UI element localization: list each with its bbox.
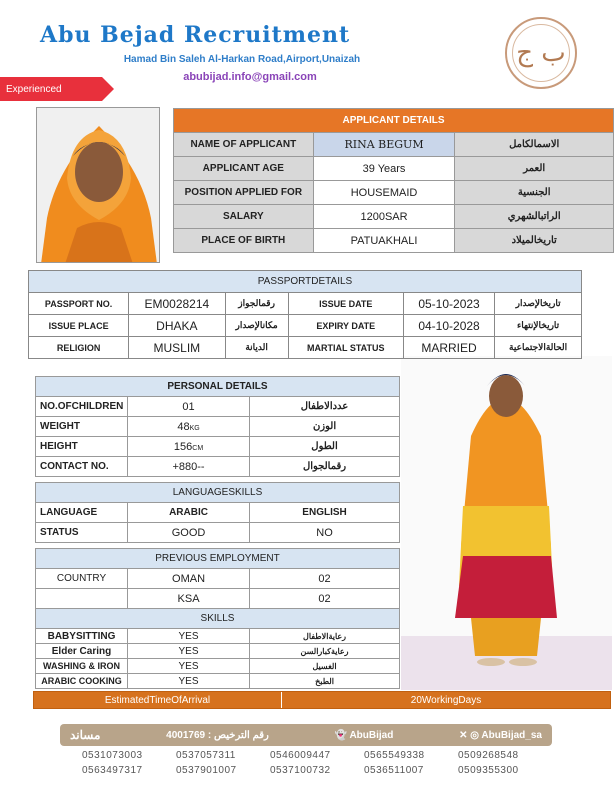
eta-label: EstimatedTimeOfArrival <box>34 692 282 708</box>
table-row <box>36 437 400 457</box>
snapchat-icon: 👻 <box>334 729 350 741</box>
skill-ar: الطبخ <box>250 674 400 689</box>
marital-value: MARRIED <box>403 337 494 359</box>
birthplace-value: PATUAKHALI <box>313 229 455 253</box>
height-cell <box>128 437 250 457</box>
expiry-label: EXPIRY DATE <box>288 315 403 337</box>
name-ar: الاسمالكامل <box>455 133 614 157</box>
company-email[interactable]: abubijad.info@gmail.com <box>183 71 317 83</box>
applicant-portrait <box>36 107 160 263</box>
table-row <box>174 133 614 157</box>
height-ar: الطول <box>250 437 400 457</box>
skill-label: ARABIC COOKING <box>36 674 128 689</box>
logo-emblem-icon: ب ج <box>505 17 577 89</box>
lang2-value: ENGLISH <box>250 503 400 523</box>
musaned-logo: مساند <box>70 728 101 742</box>
contact-ar: رقمالجوال <box>250 457 400 477</box>
weight-unit: KG <box>189 424 200 432</box>
phone-number[interactable]: 0509355300 <box>458 765 519 776</box>
table-row <box>36 503 400 523</box>
table-row <box>36 674 400 689</box>
salary-ar: الراتبالشهري <box>455 205 614 229</box>
children-ar: عددالاطفال <box>250 397 400 417</box>
issue-place-label: ISSUE PLACE <box>29 315 129 337</box>
position-ar: الجنسية <box>455 181 614 205</box>
weight-ar: الوزن <box>250 417 400 437</box>
issue-date-label: ISSUE DATE <box>288 293 403 315</box>
marital-label: MARTIAL STATUS <box>288 337 403 359</box>
employment-heading: PREVIOUS EMPLOYMENT <box>36 549 400 569</box>
skill-ar: الغسيل <box>250 659 400 674</box>
passport-no-label: PASSPORT NO. <box>29 293 129 315</box>
issue-date-value: 05-10-2023 <box>403 293 494 315</box>
passport-heading: PASSPORTDETAILS <box>29 271 582 293</box>
phone-number[interactable]: 0537100732 <box>270 765 331 776</box>
religion-label: RELIGION <box>29 337 129 359</box>
eta-value: 20WorkingDays <box>282 692 610 708</box>
company-title: Abu Bejad Recruitment <box>40 22 351 48</box>
weight-label: WEIGHT <box>36 417 128 437</box>
expiry-ar: تاريخالإنتهاء <box>495 315 582 337</box>
position-label: POSITION APPLIED FOR <box>174 181 314 205</box>
salary-value: 1200SAR <box>313 205 455 229</box>
expiry-value: 04-10-2028 <box>403 315 494 337</box>
person-fullbody-photo-icon <box>401 356 612 690</box>
experienced-ribbon: Experienced <box>0 77 102 101</box>
country-years: 02 <box>250 589 400 609</box>
status2-value: NO <box>250 523 400 543</box>
personal-heading: PERSONAL DETAILS <box>36 377 400 397</box>
skill-ar: رعايةالاطفال <box>250 629 400 644</box>
table-row <box>29 293 582 315</box>
contact-value: +880-- <box>128 457 250 477</box>
issue-date-ar: تاريخالإصدار <box>495 293 582 315</box>
table-row <box>36 417 400 437</box>
age-label: APPLICANT AGE <box>174 157 314 181</box>
skill-label: WASHING & IRON <box>36 659 128 674</box>
personal-details-table <box>35 376 400 689</box>
height-unit: CM <box>192 444 204 452</box>
age-value: 39 Years <box>313 157 455 181</box>
company-address: Hamad Bin Saleh Al-Harkan Road,Airport,Unaizah <box>123 54 361 65</box>
snapchat-link[interactable] <box>335 730 394 741</box>
phone-number[interactable]: 0537057311 <box>176 750 236 761</box>
position-value: HOUSEMAID <box>313 181 455 205</box>
table-row <box>174 157 614 181</box>
table-row <box>29 337 582 359</box>
height-value: 156 <box>173 440 193 453</box>
snapchat-handle: AbuBijad <box>349 729 394 741</box>
license-number: رقم الترخيص : 4001769 <box>166 729 269 741</box>
age-ar: العمر <box>455 157 614 181</box>
table-row <box>36 644 400 659</box>
language-label: LANGUAGE <box>36 503 128 523</box>
table-row <box>36 569 400 589</box>
x-icon: ✕ <box>459 729 471 741</box>
birthplace-label: PLACE OF BIRTH <box>174 229 314 253</box>
religion-value: MUSLIM <box>129 337 225 359</box>
name-label: NAME OF APPLICANT <box>174 133 314 157</box>
weight-cell <box>128 417 250 437</box>
status-label: STATUS <box>36 523 128 543</box>
footer-bar <box>60 724 552 746</box>
table-row <box>36 589 400 609</box>
status1-value: GOOD <box>128 523 250 543</box>
instagram-icon: ◎ <box>470 729 482 741</box>
table-row <box>174 181 614 205</box>
issue-place-value: DHAKA <box>129 315 225 337</box>
passport-no-value: EM0028214 <box>129 293 225 315</box>
country-years: 02 <box>250 569 400 589</box>
table-row <box>174 205 614 229</box>
country-label: COUNTRY <box>36 569 128 589</box>
marital-ar: الحالةالاجتماعية <box>495 337 582 359</box>
skill-value: YES <box>128 674 250 689</box>
table-row <box>29 315 582 337</box>
eta-bar <box>33 691 611 709</box>
children-value: 01 <box>128 397 250 417</box>
table-row <box>36 629 400 644</box>
passport-details-table <box>28 270 582 359</box>
issue-place-ar: مكانالإصدار <box>225 315 288 337</box>
applicant-details-heading: APPLICANT DETAILS <box>174 109 614 133</box>
skill-value: YES <box>128 659 250 674</box>
skill-label: BABYSITTING <box>36 629 128 644</box>
applicant-fullbody-photo <box>401 356 612 690</box>
salary-label: SALARY <box>174 205 314 229</box>
passport-no-ar: رقمالجواز <box>225 293 288 315</box>
phone-number[interactable]: 0536511007 <box>364 765 424 776</box>
religion-ar: الديانة <box>225 337 288 359</box>
table-row <box>36 397 400 417</box>
phone-number[interactable]: 0546009447 <box>270 750 331 761</box>
skill-ar: رعايةكبارالسن <box>250 644 400 659</box>
skill-value: YES <box>128 644 250 659</box>
social-handle: AbuBijad_sa <box>481 729 542 741</box>
weight-value: 48 <box>177 420 190 433</box>
x-instagram-link[interactable] <box>459 730 542 741</box>
birthplace-ar: تاريخالميلاد <box>455 229 614 253</box>
height-label: HEIGHT <box>36 437 128 457</box>
table-row <box>174 229 614 253</box>
phone-number[interactable]: 0563497317 <box>82 765 143 776</box>
phone-number[interactable]: 0531073003 <box>82 750 143 761</box>
person-photo-icon <box>37 108 160 263</box>
table-row <box>36 523 400 543</box>
skill-label: Elder Caring <box>36 644 128 659</box>
skill-value: YES <box>128 629 250 644</box>
name-value: RINA BEGUM <box>313 133 455 157</box>
lang1-value: ARABIC <box>128 503 250 523</box>
contact-label: CONTACT NO. <box>36 457 128 477</box>
skills-heading: SKILLS <box>36 609 400 629</box>
phone-number[interactable]: 0537901007 <box>176 765 237 776</box>
languages-heading: LANGUAGESKILLS <box>36 483 400 503</box>
table-row <box>36 659 400 674</box>
country-value: OMAN <box>128 569 250 589</box>
table-row <box>36 457 400 477</box>
phone-number[interactable]: 0509268548 <box>458 750 519 761</box>
country-value: KSA <box>128 589 250 609</box>
phone-list <box>82 750 552 776</box>
applicant-details-table <box>173 108 614 253</box>
phone-number[interactable]: 0565549338 <box>364 750 425 761</box>
children-label: NO.OFCHILDREN <box>36 397 128 417</box>
